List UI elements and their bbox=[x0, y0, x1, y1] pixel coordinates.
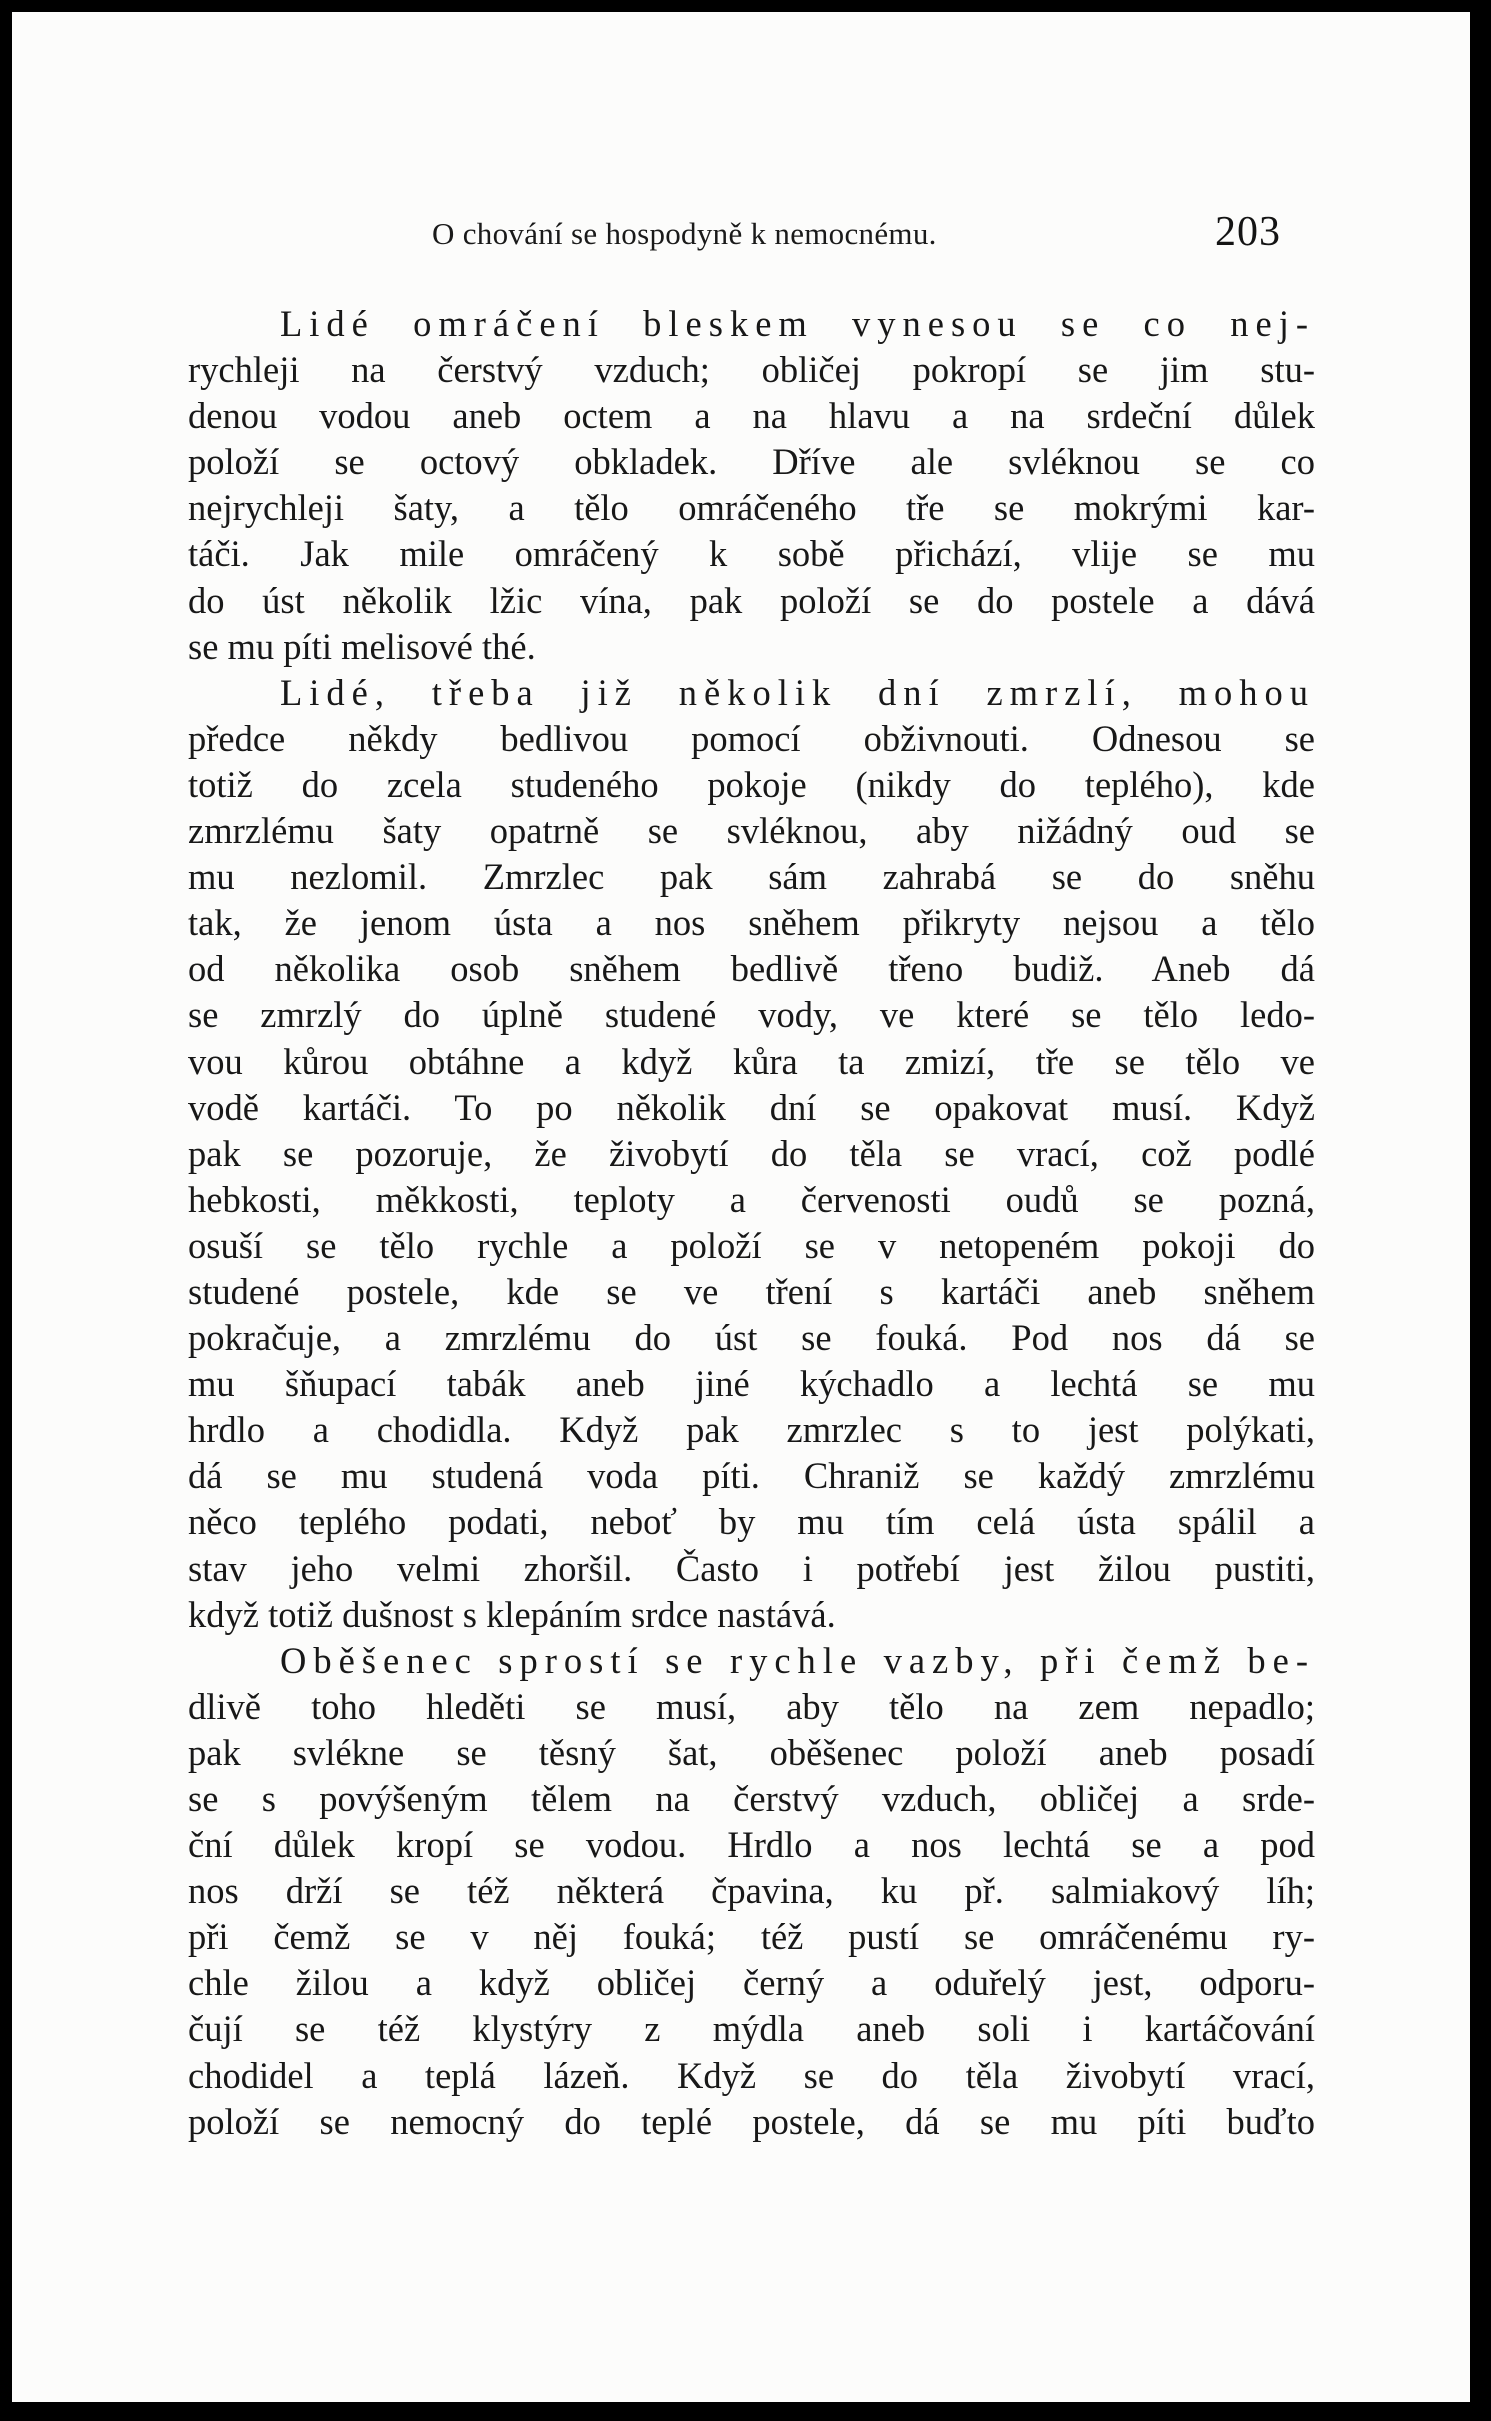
book-page bbox=[12, 12, 1470, 2402]
text-line: zmrzlému šaty opatrně se svléknou, aby nižádný oud se bbox=[188, 810, 1315, 852]
page-number: 203 bbox=[1215, 209, 1281, 255]
text-line: hebkosti, měkkosti, teploty a červenosti oudů se pozná, bbox=[188, 1178, 1315, 1220]
text-line: osuší se tělo rychle a položí se v netopeném pokoji do bbox=[188, 1224, 1315, 1266]
text-line: se mu píti melisové thé. bbox=[188, 625, 536, 667]
text-line: táči. Jak mile omráčený k sobě přichází, vlije se mu bbox=[188, 533, 1315, 575]
text-line: od několika osob sněhem bedlivě třeno budiž. Aneb dá bbox=[188, 948, 1315, 990]
text-line: se zmrzlý do úplně studené vody, ve které se tělo ledo- bbox=[188, 994, 1315, 1036]
text-line: dá se mu studená voda píti. Chraniž se každý zmrzlému bbox=[188, 1455, 1315, 1497]
text-line: předce někdy bedlivou pomocí obživnouti. Odnesou se bbox=[188, 717, 1315, 759]
text-line: totiž do zcela studeného pokoje (nikdy do teplého), kde bbox=[188, 763, 1315, 805]
body-text bbox=[188, 301, 1315, 2145]
text-line: do úst několik lžic vína, pak položí se do postele a dává bbox=[188, 579, 1315, 621]
text-line: denou vodou aneb octem a na hlavu a na srdeční důlek bbox=[188, 395, 1315, 437]
text-line: ční důlek kropí se vodou. Hrdlo a nos lechtá se a pod bbox=[188, 1824, 1315, 1866]
text-line: studené postele, kde se ve tření s kartáči aneb sněhem bbox=[188, 1270, 1315, 1312]
text-line: chodidel a teplá lázeň. Když se do těla živobytí vrací, bbox=[188, 2054, 1315, 2096]
text-line: hrdlo a chodidla. Když pak zmrzlec s to jest polýkati, bbox=[188, 1409, 1315, 1451]
text-line: vou kůrou obtáhne a když kůra ta zmizí, tře se tělo ve bbox=[188, 1040, 1315, 1082]
text-line: mu šňupací tabák aneb jiné kýchadlo a lechtá se mu bbox=[188, 1363, 1315, 1405]
text-line: pak se pozoruje, že živobytí do těla se vrací, což podlé bbox=[188, 1132, 1315, 1174]
text-line: rychleji na čerstvý vzduch; obličej pokropí se jim stu- bbox=[188, 349, 1315, 391]
text-line: nos drží se též některá čpavina, ku př. salmiakový líh; bbox=[188, 1870, 1315, 1912]
text-line: tak, že jenom ústa a nos sněhem přikryty nejsou a tělo bbox=[188, 902, 1315, 944]
text-line: při čemž se v něj fouká; též pustí se omráčenému ry- bbox=[188, 1916, 1315, 1958]
text-line: položí se nemocný do teplé postele, dá se mu píti buďto bbox=[188, 2100, 1315, 2142]
text-line: položí se octový obkladek. Dříve ale svléknou se co bbox=[188, 441, 1315, 483]
text-line: chle žilou a když obličej černý a oduřelý jest, odporu- bbox=[188, 1962, 1315, 2004]
text-line: čují se též klystýry z mýdla aneb soli i kartáčování bbox=[188, 2008, 1315, 2050]
text-line: když totiž dušnost s klepáním srdce nastává. bbox=[188, 1593, 836, 1635]
text-line: Oběšenec sprostí se rychle vazby, při čemž be- bbox=[280, 1639, 1315, 1681]
text-line: vodě kartáči. To po několik dní se opakovat musí. Když bbox=[188, 1086, 1315, 1128]
text-line: Lidé omráčení bleskem vynesou se co nej- bbox=[280, 303, 1315, 344]
text-line: pak svlékne se těsný šat, oběšenec položí aneb posadí bbox=[188, 1731, 1315, 1773]
text-line: se s povýšeným tělem na čerstvý vzduch, obličej a srde- bbox=[188, 1778, 1315, 1819]
text-line: mu nezlomil. Zmrzlec pak sám zahrabá se do sněhu bbox=[188, 856, 1315, 898]
text-line: dlivě toho hleděti se musí, aby tělo na zem nepadlo; bbox=[188, 1685, 1315, 1727]
text-line: něco teplého podati, neboť by mu tím celá ústa spálil a bbox=[188, 1501, 1315, 1543]
text-line: Lidé, třeba již několik dní zmrzlí, mohou bbox=[280, 671, 1315, 713]
running-title: O chování se hospodyně k nemocnému. bbox=[432, 216, 937, 251]
text-line: nejrychleji šaty, a tělo omráčeného tře se mokrými kar- bbox=[188, 487, 1315, 529]
text-line: stav jeho velmi zhoršil. Často i potřebí jest žilou pustiti, bbox=[188, 1547, 1315, 1589]
page-header bbox=[12, 208, 1470, 268]
text-line: pokračuje, a zmrzlému do úst se fouká. Pod nos dá se bbox=[188, 1317, 1315, 1359]
